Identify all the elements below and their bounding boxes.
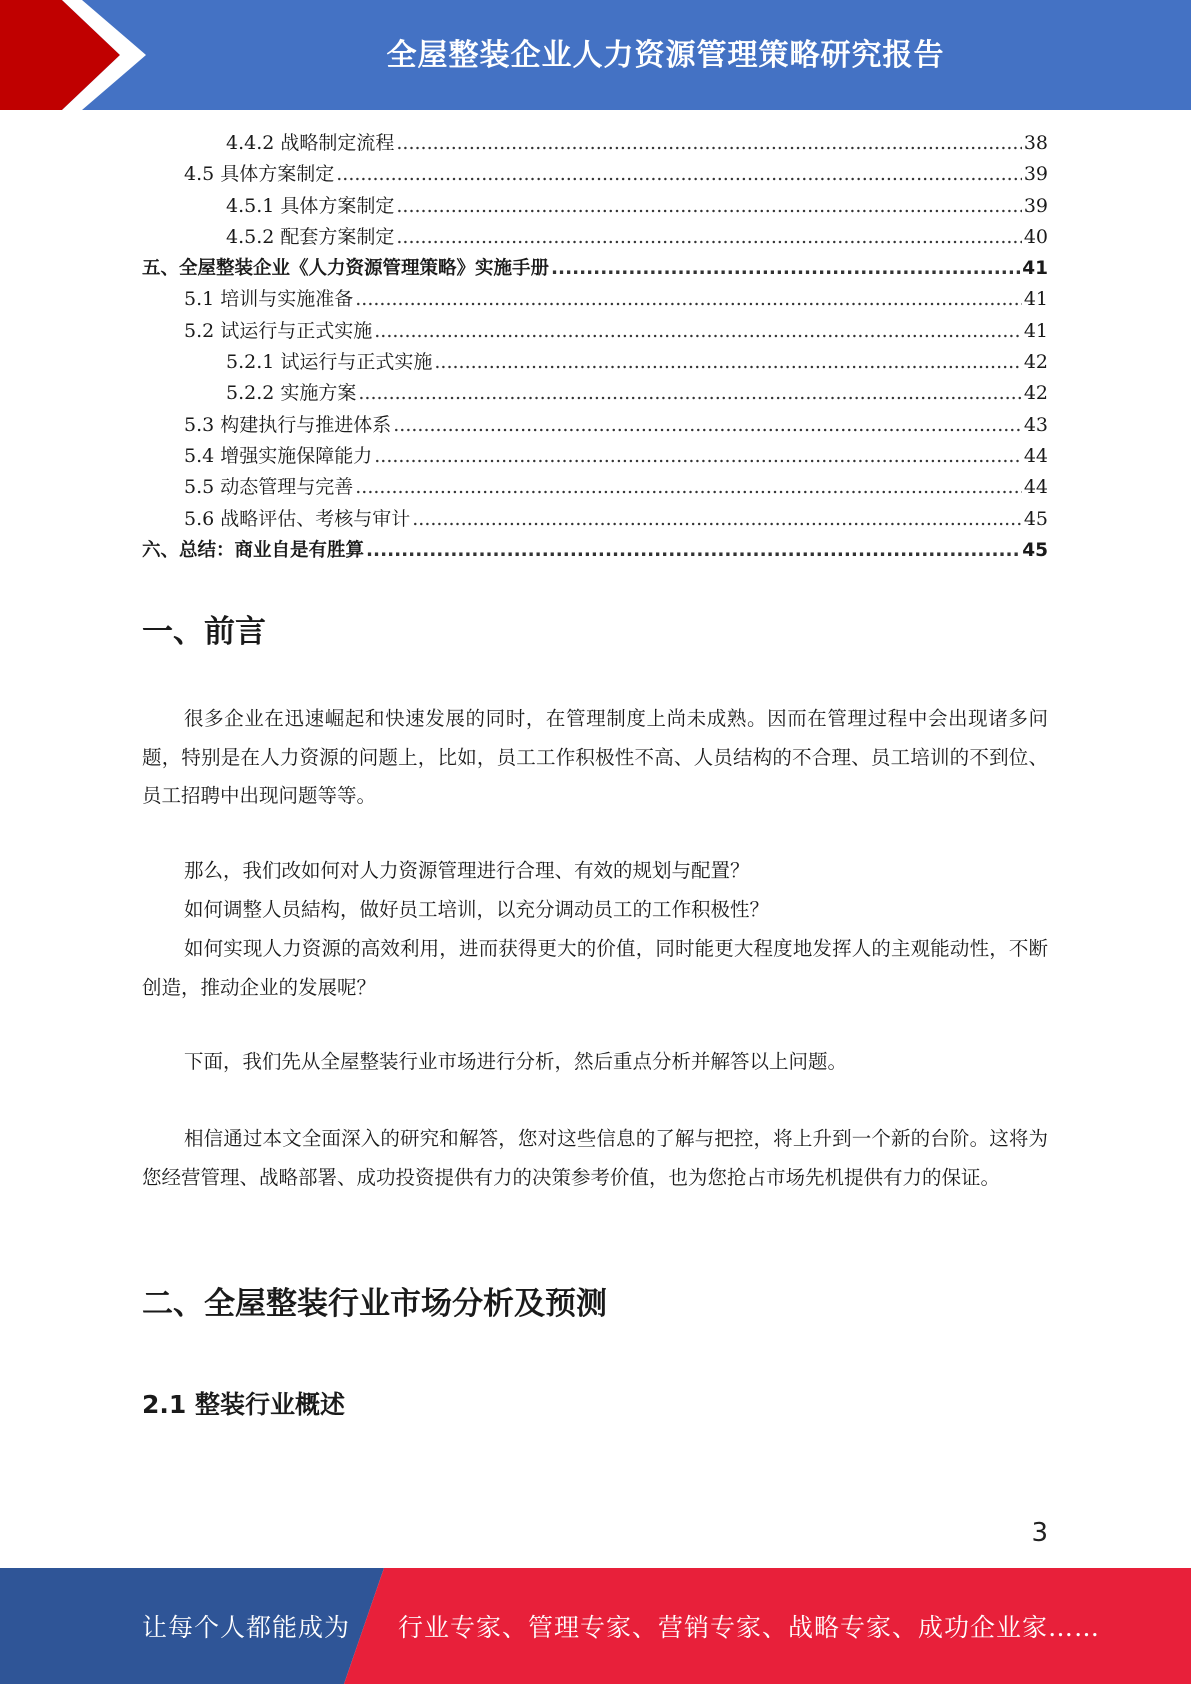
toc-dot-leader bbox=[396, 222, 1021, 253]
toc-entry[interactable] bbox=[142, 159, 1048, 190]
paragraph: 如何调整人员結构，做好员工培训，以充分调动员工的工作积极性？ bbox=[184, 898, 770, 921]
report-title: 全屋整装企业人力资源管理策略研究报告 bbox=[386, 38, 945, 73]
toc-dot-leader bbox=[434, 347, 1021, 378]
toc-entry[interactable] bbox=[142, 472, 1048, 503]
toc-entry-title: 5.2.1 试运行与正式实施 bbox=[226, 351, 433, 374]
paragraph: 相信通过本文全面深入的研究和解答，您对这些信息的了解与把控，将上升到一个新的台阶。这将为您经营管理、战略部署、成功投资提供有力的决策参考价值，也为您抢占市场先机提供有力的保证。 bbox=[142, 1127, 1048, 1189]
table-of-contents bbox=[142, 128, 1048, 566]
toc-dot-leader bbox=[366, 535, 1020, 566]
toc-dot-leader bbox=[355, 472, 1022, 503]
toc-entry-page-number: 39 bbox=[1023, 163, 1048, 186]
toc-entry-title: 5.6 战略评估、考核与审计 bbox=[184, 507, 411, 530]
toc-entry-page-number: 42 bbox=[1023, 382, 1048, 405]
toc-entry[interactable] bbox=[142, 316, 1048, 347]
paragraph: 很多企业在迅速崛起和快速发展的同时，在管理制度上尚未成熟。因而在管理过程中会出现诸多问题，特别是在人力资源的问题上，比如，员工工作积极性不高、人员结构的不合理、员工培训的不到位、员工招聘中出现问题等等。 bbox=[142, 707, 1048, 807]
section-heading-preface: 一、前言 bbox=[142, 614, 266, 650]
paragraph: 下面，我们先从全屋整装行业市场进行分析，然后重点分析并解答以上问题。 bbox=[184, 1050, 848, 1073]
toc-dot-leader bbox=[355, 284, 1022, 315]
toc-entry-page-number: 38 bbox=[1023, 132, 1048, 154]
footer-slogan-right: 行业专家、管理专家、营销专家、战略专家、成功企业家…… bbox=[398, 1613, 1101, 1642]
toc-entry-page-number: 41 bbox=[1023, 319, 1048, 342]
toc-entry[interactable] bbox=[142, 191, 1048, 222]
toc-entry-title: 五、全屋整装企业《人力资源管理策略》实施手册 bbox=[142, 258, 550, 280]
toc-entry[interactable] bbox=[142, 347, 1048, 378]
toc-entry[interactable] bbox=[142, 378, 1048, 409]
toc-dot-leader bbox=[374, 316, 1022, 347]
toc-entry-title: 5.2 试运行与正式实施 bbox=[184, 319, 373, 342]
toc-entry-title: 六、总结：商业自是有胜算 bbox=[142, 539, 365, 561]
footer-slogan-left: 让每个人都能成为 bbox=[142, 1613, 351, 1642]
toc-entry-title: 4.5.1 具体方案制定 bbox=[226, 194, 395, 217]
toc-dot-leader bbox=[551, 253, 1020, 284]
toc-entry[interactable] bbox=[142, 222, 1048, 253]
toc-dot-leader bbox=[358, 378, 1021, 409]
toc-entry-page-number: 45 bbox=[1022, 539, 1048, 561]
toc-entry-title: 5.2.2 实施方案 bbox=[226, 382, 357, 405]
page-number: 3 bbox=[1031, 1518, 1048, 1548]
paragraph: 如何实现人力资源的高效利用，进而获得更大的价值，同时能更大程度地发挥人的主观能动性，不断创造，推动企业的发展呢？ bbox=[142, 937, 1048, 999]
toc-entry-title: 5.5 动态管理与完善 bbox=[184, 476, 354, 499]
toc-entry[interactable] bbox=[142, 253, 1048, 284]
toc-dot-leader bbox=[396, 128, 1021, 159]
toc-entry-title: 5.3 构建执行与推进体系 bbox=[184, 413, 392, 436]
toc-dot-leader bbox=[374, 441, 1022, 472]
toc-entry-title: 5.4 增强实施保障能力 bbox=[184, 444, 373, 467]
toc-entry-title: 5.1 培训与实施准备 bbox=[184, 288, 354, 311]
toc-entry-page-number: 40 bbox=[1023, 225, 1048, 248]
toc-entry-page-number: 42 bbox=[1023, 351, 1048, 374]
page-footer bbox=[0, 1568, 1191, 1684]
page-header bbox=[0, 0, 1191, 110]
toc-entry[interactable] bbox=[142, 128, 1048, 159]
toc-entry-title: 4.5 具体方案制定 bbox=[184, 163, 335, 186]
subsection-heading-overview: 2.1 整装行业概述 bbox=[142, 1390, 345, 1419]
toc-entry-title: 4.4.2 战略制定流程 bbox=[226, 132, 395, 154]
toc-dot-leader bbox=[412, 504, 1022, 535]
toc-entry-page-number: 44 bbox=[1023, 476, 1048, 499]
toc-dot-leader bbox=[396, 191, 1021, 222]
toc-entry-page-number: 43 bbox=[1023, 413, 1048, 436]
toc-entry[interactable] bbox=[142, 441, 1048, 472]
toc-entry-title: 4.5.2 配套方案制定 bbox=[226, 225, 395, 248]
paragraph: 那么，我们改如何对人力资源管理进行合理、有效的规划与配置？ bbox=[184, 859, 750, 882]
toc-entry[interactable] bbox=[142, 284, 1048, 315]
section-heading-market: 二、全屋整装行业市场分析及预测 bbox=[142, 1286, 607, 1322]
toc-entry-page-number: 39 bbox=[1023, 194, 1048, 217]
toc-dot-leader bbox=[336, 159, 1022, 190]
toc-entry[interactable] bbox=[142, 410, 1048, 441]
toc-entry[interactable] bbox=[142, 535, 1048, 566]
toc-entry-page-number: 44 bbox=[1023, 444, 1048, 467]
toc-entry-page-number: 41 bbox=[1022, 258, 1048, 280]
toc-entry-page-number: 41 bbox=[1023, 288, 1048, 311]
toc-dot-leader bbox=[393, 410, 1022, 441]
toc-entry-page-number: 45 bbox=[1023, 507, 1048, 530]
toc-entry[interactable] bbox=[142, 504, 1048, 535]
